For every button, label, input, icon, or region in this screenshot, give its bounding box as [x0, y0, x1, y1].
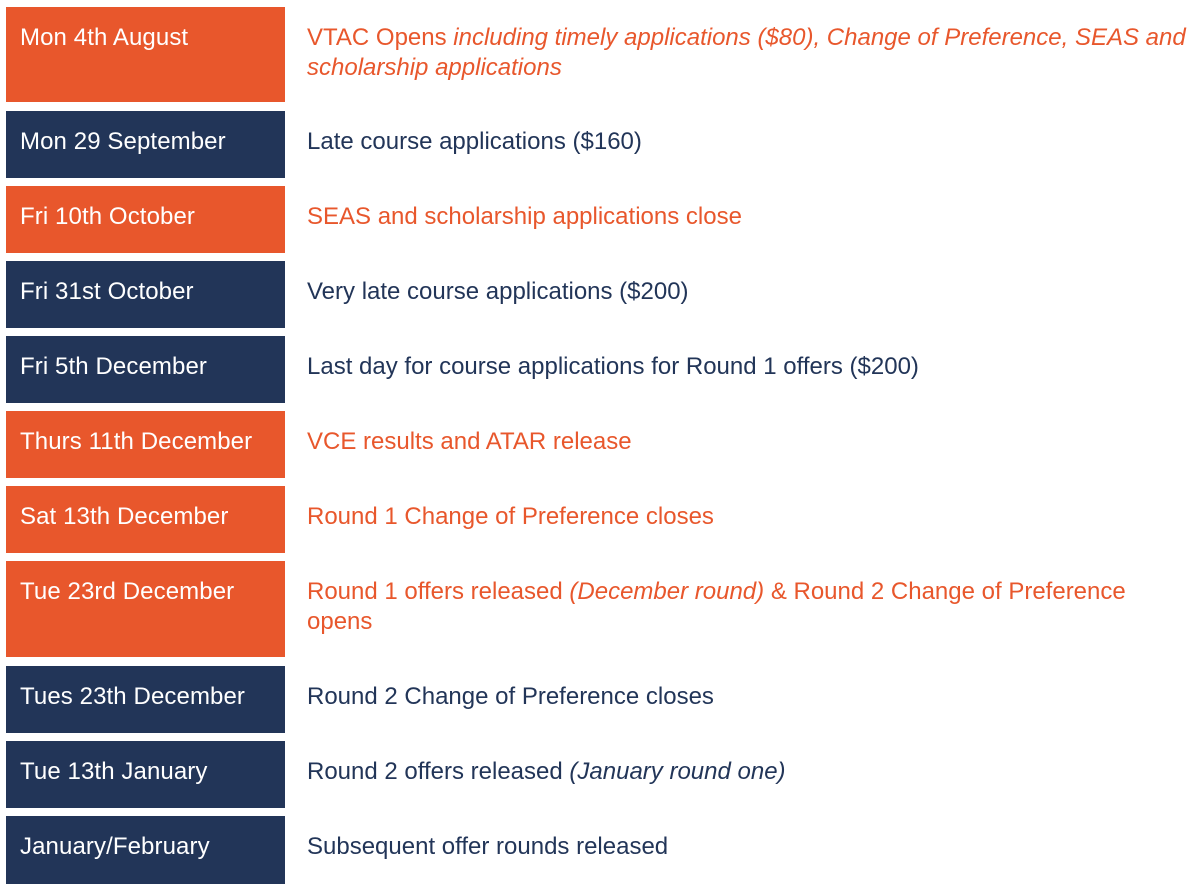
date-label: Sat 13th December [6, 486, 285, 553]
date-label: Mon 29 September [6, 111, 285, 178]
timeline-row [0, 261, 1200, 328]
event-description [307, 23, 1197, 83]
date-label: January/February [6, 816, 285, 884]
date-label: Tue 23rd December [6, 561, 285, 657]
event-text: VTAC Opens [307, 24, 454, 51]
event-text: Round 1 Change of Preference closes [307, 503, 714, 530]
event-text: Round 2 Change of Preference closes [307, 683, 714, 710]
date-label: Fri 10th October [6, 186, 285, 253]
event-description [307, 202, 1197, 232]
event-text-italic: (December round) [569, 578, 765, 605]
timeline-row [0, 411, 1200, 478]
event-text: VCE results and ATAR release [307, 428, 632, 455]
event-text-italic: (January round one) [569, 758, 786, 785]
event-text: Round 2 offers released [307, 758, 570, 785]
event-description [307, 502, 1197, 532]
event-text: Round 1 offers released [307, 578, 570, 605]
event-description [307, 352, 1197, 382]
timeline-row [0, 111, 1200, 178]
date-label: Fri 31st October [6, 261, 285, 328]
timeline-row [0, 816, 1200, 884]
event-description [307, 427, 1197, 457]
event-description [307, 127, 1197, 157]
event-text: SEAS and scholarship applications close [307, 203, 742, 230]
date-label: Tues 23th December [6, 666, 285, 733]
event-text: Very late course applications ($200) [307, 278, 689, 305]
timeline-row [0, 666, 1200, 733]
event-text: Last day for course applications for Round 1 offers ($200) [307, 353, 919, 380]
date-label: Thurs 11th December [6, 411, 285, 478]
event-description [307, 277, 1197, 307]
timeline-row [0, 561, 1200, 657]
timeline-row [0, 486, 1200, 553]
event-description [307, 757, 1197, 787]
timeline-row [0, 741, 1200, 808]
event-text-italic: including timely applications ($80), Change of Preference, SEAS and scholarship applications [307, 24, 1186, 81]
date-label: Mon 4th August [6, 7, 285, 102]
date-label: Fri 5th December [6, 336, 285, 403]
date-label: Tue 13th January [6, 741, 285, 808]
event-text: Subsequent offer rounds released [307, 833, 669, 860]
event-text: Late course applications ($160) [307, 128, 642, 155]
timeline-row [0, 7, 1200, 102]
event-description [307, 577, 1197, 637]
timeline-row [0, 336, 1200, 403]
event-description [307, 832, 1197, 862]
event-description [307, 682, 1197, 712]
timeline-row [0, 186, 1200, 253]
event-text: & Round 2 Change of Preference opens [307, 578, 1126, 635]
